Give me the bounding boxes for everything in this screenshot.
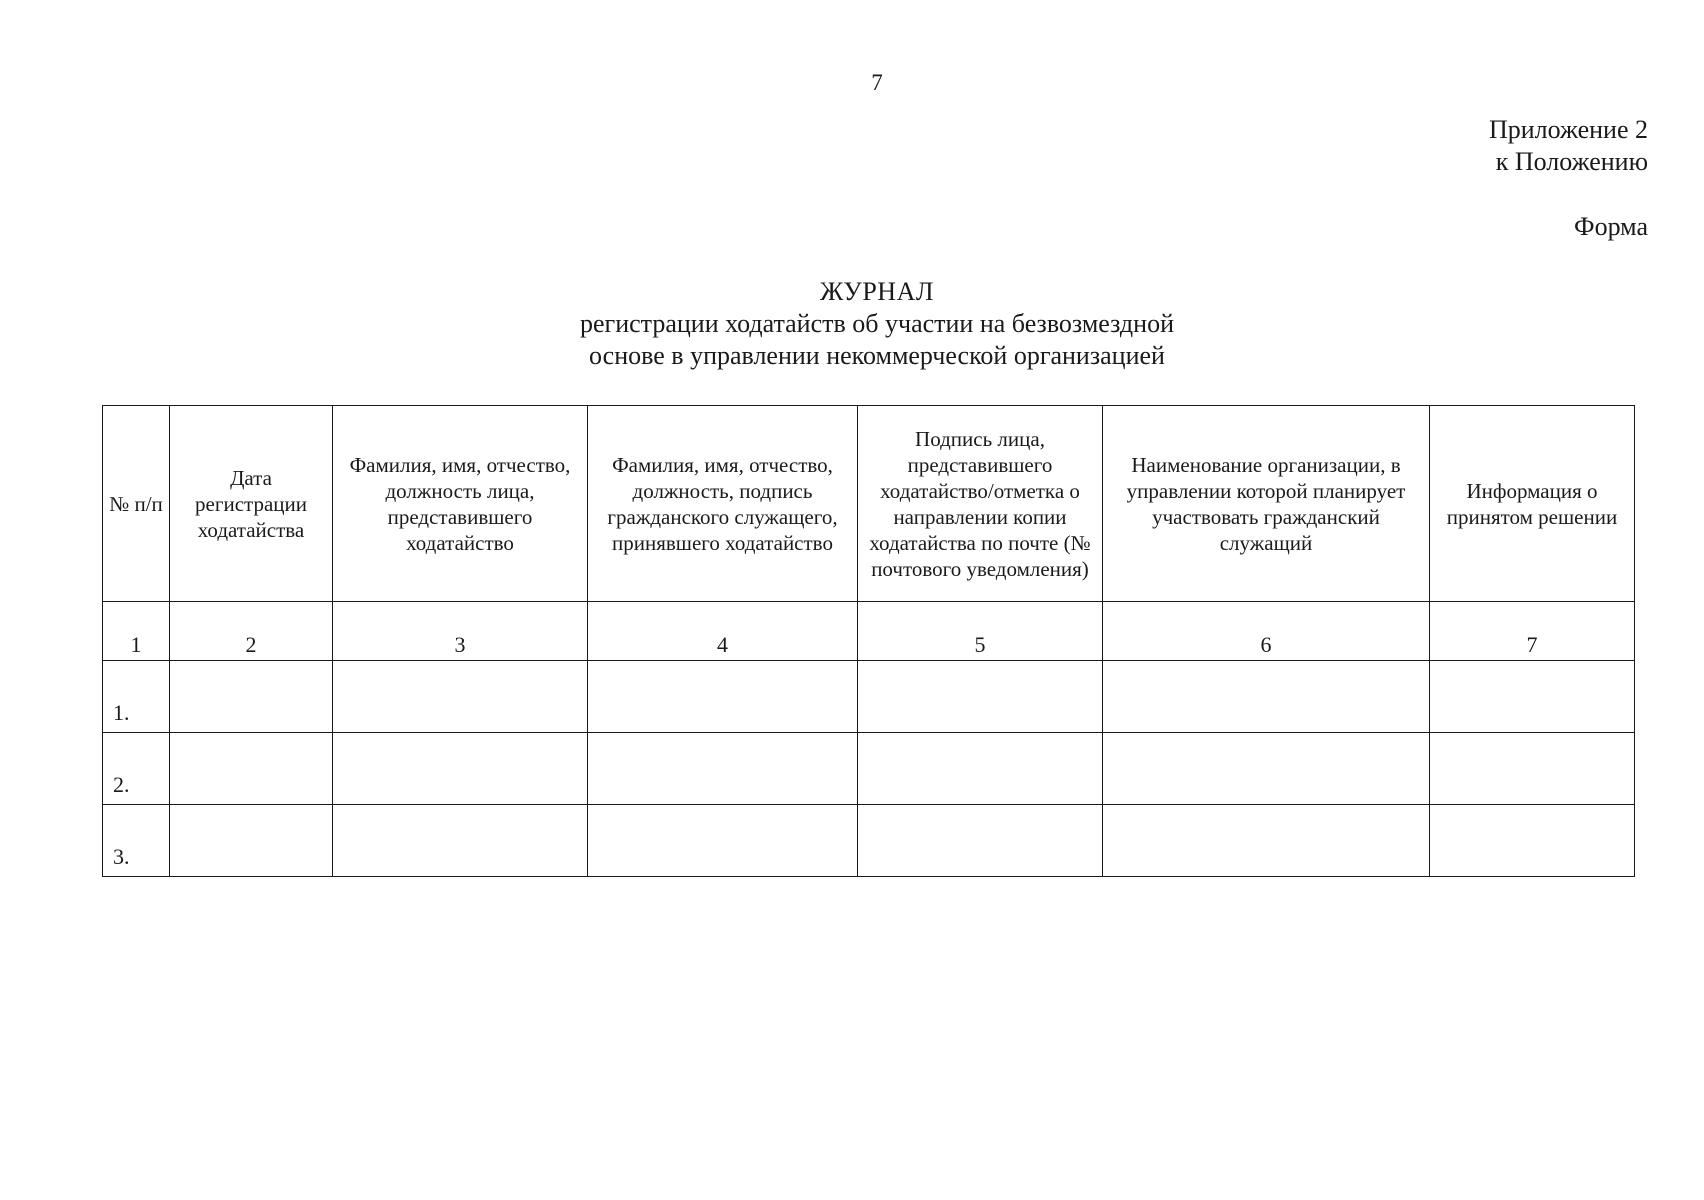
column-number: 1	[103, 602, 170, 661]
table-cell	[1430, 661, 1635, 733]
column-number: 5	[858, 602, 1103, 661]
title-subtitle-line-2: основе в управлении некоммерческой организацией	[589, 341, 1165, 370]
header-cell-decision	[1430, 406, 1635, 602]
form-label: Форма	[1574, 212, 1648, 241]
header-cell-registration-date	[170, 406, 333, 602]
table-cell	[170, 805, 333, 877]
header-cell-receiving-officer	[588, 406, 858, 602]
table-row	[103, 733, 1635, 805]
header-cell-signature	[858, 406, 1103, 602]
header-decision-label: Информация о принятом решении	[1446, 478, 1618, 529]
appendix-line-2: к Положению	[1495, 147, 1648, 176]
table-cell	[588, 805, 858, 877]
table-row	[103, 661, 1635, 733]
header-cell-number	[103, 406, 170, 602]
table-cell	[1103, 661, 1430, 733]
column-number: 7	[1430, 602, 1635, 661]
appendix-line-1: Приложение 2	[1488, 115, 1648, 144]
table-cell	[170, 661, 333, 733]
column-number: 6	[1103, 602, 1430, 661]
table-cell	[1103, 805, 1430, 877]
journal-table	[102, 405, 1635, 877]
table-cell	[858, 661, 1103, 733]
column-number: 2	[170, 602, 333, 661]
table-row	[103, 805, 1635, 877]
table-cell	[333, 661, 588, 733]
table-cell	[858, 805, 1103, 877]
table-header-row	[103, 406, 1635, 602]
appendix-reference	[1489, 114, 1648, 178]
column-number-row	[103, 602, 1635, 661]
column-number: 4	[588, 602, 858, 661]
table-cell	[1103, 733, 1430, 805]
row-number: 3.	[103, 805, 170, 877]
header-registration-date-label: Дата регистрации ходатайства	[195, 465, 307, 542]
table-cell	[588, 661, 858, 733]
table-cell	[858, 733, 1103, 805]
table-cell	[1430, 733, 1635, 805]
page-number: 7	[871, 70, 883, 95]
header-number-label: № п/п	[109, 491, 163, 516]
header-receiving-officer-label: Фамилия, имя, отчество, должность, подпись гражданского служащего, принявшего ходатайство	[607, 452, 838, 555]
row-number: 1.	[103, 661, 170, 733]
header-organization-label: Наименование организации, в управлении которой планирует участвовать гражданский служащий	[1126, 452, 1406, 555]
row-number: 2.	[103, 733, 170, 805]
document-title	[0, 276, 1704, 372]
table-cell	[333, 805, 588, 877]
table-cell	[1430, 805, 1635, 877]
header-cell-organization	[1103, 406, 1430, 602]
header-cell-applicant	[333, 406, 588, 602]
header-applicant-label: Фамилия, имя, отчество, должность лица, представившего ходатайство	[349, 452, 571, 555]
table-cell	[170, 733, 333, 805]
header-signature-label: Подпись лица, представившего ходатайство/отметка о направлении копии ходатайства по почте (№ почтового уведомления)	[869, 426, 1091, 581]
column-number: 3	[333, 602, 588, 661]
table-cell	[333, 733, 588, 805]
title-subtitle-line-1: регистрации ходатайств об участии на безвозмездной	[579, 309, 1174, 338]
title-main: ЖУРНАЛ	[820, 277, 934, 306]
table-cell	[588, 733, 858, 805]
